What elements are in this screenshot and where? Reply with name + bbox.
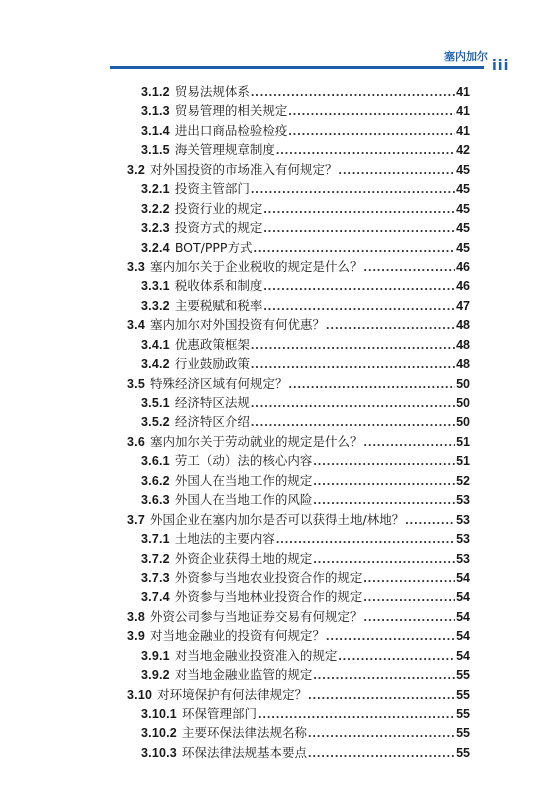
toc-section-title: 塞内加尔关于企业税收的规定是什么？: [149, 258, 363, 274]
toc-page-number: 54: [456, 629, 470, 644]
toc-page-number: 55: [456, 726, 470, 741]
toc-entry[interactable]: [0, 296, 559, 315]
toc-entry[interactable]: [0, 82, 559, 101]
toc-page-number: 41: [456, 123, 470, 138]
toc-entry[interactable]: [0, 354, 559, 373]
toc-dot-leader: [313, 491, 455, 510]
toc-entry[interactable]: [0, 238, 559, 257]
toc-section-number: 3.9.1: [141, 648, 170, 663]
toc-entry[interactable]: [0, 510, 559, 529]
toc-dot-leader: [251, 336, 455, 355]
toc-entry-line: [141, 412, 470, 432]
toc-dot-leader: [251, 180, 455, 199]
toc-entry[interactable]: [0, 257, 559, 276]
toc-section-number: 3.7.3: [141, 570, 170, 585]
toc-entry-line: [141, 451, 470, 471]
toc-section-number: 3.5.2: [141, 415, 170, 430]
toc-entry-line: [141, 568, 470, 588]
toc-page-number: 48: [456, 357, 470, 372]
table-of-contents: [0, 82, 559, 762]
toc-page-number: 54: [456, 590, 470, 605]
toc-entry[interactable]: [0, 179, 559, 198]
toc-entry-line: [141, 121, 470, 141]
toc-dot-leader: [364, 608, 456, 627]
toc-entry[interactable]: [0, 685, 559, 704]
toc-page-number: 48: [456, 318, 470, 333]
page-number: iii: [492, 58, 510, 74]
toc-section-title: 主要环保法律法规名称: [181, 725, 307, 741]
toc-dot-leader: [308, 686, 455, 705]
toc-dot-leader: [405, 511, 455, 530]
toc-section-title: 环保法律法规基本要点: [181, 744, 307, 760]
toc-section-title: 贸易法规体系: [174, 84, 250, 99]
toc-dot-leader: [251, 413, 455, 432]
toc-section-number: 3.6.2: [141, 473, 170, 488]
toc-section-number: 3.9.2: [141, 668, 170, 683]
toc-dot-leader: [263, 219, 455, 238]
toc-dot-leader: [364, 258, 456, 277]
toc-dot-leader: [251, 355, 455, 374]
toc-section-number: 3.1.4: [141, 123, 170, 138]
toc-section-number: 3.8: [127, 609, 145, 624]
toc-entry[interactable]: [0, 335, 559, 354]
toc-entry[interactable]: [0, 432, 559, 451]
toc-entry[interactable]: [0, 160, 559, 179]
toc-section-number: 3.6: [127, 434, 145, 449]
toc-entry-line: [127, 257, 470, 277]
toc-section-number: 3.4.2: [141, 357, 170, 372]
toc-entry[interactable]: [0, 529, 559, 548]
toc-entry[interactable]: [0, 646, 559, 665]
toc-page-number: 46: [456, 279, 470, 294]
toc-entry-line: [141, 549, 470, 569]
toc-entry-line: [141, 393, 470, 413]
toc-page-number: 51: [456, 454, 470, 469]
toc-page-number: 55: [456, 687, 470, 702]
toc-entry-line: [141, 296, 470, 316]
toc-entry-line: [141, 354, 470, 374]
toc-section-title: 投资方式的规定: [174, 220, 263, 236]
header-rule: [110, 66, 484, 69]
toc-entry-line: [141, 490, 470, 510]
toc-entry-line: [141, 82, 470, 102]
toc-section-title: 对环境保护有何法律规定？: [157, 686, 308, 702]
toc-section-title: 外资参与当地林业投资合作的规定: [174, 589, 363, 605]
toc-entry-line: [127, 685, 470, 705]
toc-dot-leader: [313, 666, 455, 685]
toc-entry-line: [141, 218, 470, 238]
toc-section-title: 外国企业在塞内加尔是否可以获得土地/林地？: [149, 511, 405, 527]
toc-page-number: 52: [456, 473, 470, 488]
toc-dot-leader: [258, 705, 455, 724]
toc-entry[interactable]: [0, 471, 559, 490]
toc-section-number: 3.5: [127, 376, 145, 391]
toc-dot-leader: [363, 569, 455, 588]
toc-page-number: 53: [456, 512, 470, 527]
toc-section-title: 经济特区法规: [174, 395, 250, 410]
toc-entry-line: [141, 276, 470, 296]
toc-entry-line: [141, 471, 470, 491]
toc-entry[interactable]: [0, 490, 559, 509]
toc-section-title: 投资主管部门: [174, 181, 250, 197]
toc-entry-line: [127, 510, 470, 530]
toc-section-title: 外资企业获得土地的规定: [174, 550, 313, 566]
toc-section-number: 3.6.3: [141, 493, 170, 508]
toc-entry[interactable]: [0, 412, 559, 431]
toc-entry-line: [141, 529, 470, 549]
toc-entry[interactable]: [0, 549, 559, 568]
toc-entry-line: [127, 160, 470, 180]
toc-dot-leader: [313, 472, 455, 491]
toc-page-number: 55: [456, 745, 470, 760]
toc-section-number: 3.3.2: [141, 298, 170, 313]
toc-section-number: 3.9: [127, 629, 145, 644]
toc-section-title: 对当地金融业投资准入的规定: [174, 647, 338, 663]
toc-dot-leader: [263, 200, 455, 219]
toc-entry-line: [141, 704, 470, 724]
toc-section-number: 3.5.1: [141, 396, 170, 410]
toc-entry-line: [141, 743, 470, 763]
toc-section-title: 行业鼓励政策: [174, 356, 250, 372]
toc-dot-leader: [364, 433, 456, 452]
toc-section-number: 3.7.1: [141, 532, 170, 547]
toc-section-title: 塞内加尔对外国投资有何优惠？: [149, 317, 325, 333]
toc-section-number: 3.2: [127, 162, 145, 177]
toc-entry-line: [141, 179, 470, 199]
toc-entry[interactable]: [0, 607, 559, 626]
toc-section-title: 贸易管理的相关规定: [174, 103, 288, 119]
toc-dot-leader: [288, 102, 455, 121]
toc-dot-leader: [276, 141, 455, 160]
toc-section-number: 3.3: [127, 259, 145, 274]
toc-entry[interactable]: [0, 587, 559, 606]
toc-page-number: 46: [456, 259, 470, 274]
toc-section-number: 3.2.1: [141, 182, 170, 197]
toc-entry[interactable]: [0, 626, 559, 645]
toc-dot-leader: [263, 297, 455, 316]
toc-entry-line: [127, 374, 470, 394]
toc-entry[interactable]: [0, 704, 559, 723]
toc-section-title: 税收体系和制度: [174, 278, 263, 294]
toc-entry-line: [141, 587, 470, 607]
toc-dot-leader: [308, 744, 455, 763]
toc-dot-leader: [313, 550, 455, 569]
toc-dot-leader: [338, 647, 455, 666]
toc-page-number: 45: [456, 162, 470, 177]
toc-entry[interactable]: [0, 121, 559, 140]
toc-entry[interactable]: [0, 665, 559, 684]
toc-dot-leader: [288, 122, 455, 141]
toc-section-title: 优惠政策框架: [174, 336, 250, 352]
toc-entry-line: [127, 607, 470, 627]
toc-dot-leader: [253, 239, 455, 258]
toc-section-title: 主要税赋和税率: [174, 297, 263, 313]
toc-section-number: 3.1.5: [141, 143, 170, 158]
toc-entry[interactable]: [0, 374, 559, 393]
toc-section-number: 3.3.1: [141, 279, 170, 294]
toc-section-number: 3.7.4: [141, 590, 170, 605]
toc-section-title: 对外国投资的市场准入有何规定？: [149, 161, 338, 177]
toc-section-title: 进出口商品检验检疫: [174, 122, 288, 138]
toc-page-number: 45: [456, 201, 470, 216]
toc-page-number: 45: [456, 240, 470, 255]
toc-section-title: 外国人在当地工作的规定: [174, 472, 313, 488]
toc-page-number: 55: [456, 668, 470, 683]
toc-section-number: 3.4.1: [141, 337, 170, 352]
toc-page-number: 48: [456, 337, 470, 352]
toc-section-number: 3.10.1: [141, 707, 177, 721]
toc-section-title: 土地法的主要内容: [174, 531, 275, 547]
toc-entry-line: [141, 665, 470, 685]
toc-section-title: 外资参与当地农业投资合作的规定: [174, 569, 363, 585]
toc-dot-leader: [251, 394, 455, 413]
toc-section-number: 3.10.2: [141, 726, 177, 741]
toc-dot-leader: [313, 452, 455, 471]
toc-section-title: 外国人在当地工作的风险: [174, 492, 313, 508]
toc-page-number: 45: [456, 221, 470, 236]
toc-entry-line: [141, 101, 470, 121]
toc-section-title: 对当地金融业的投资有何规定？: [149, 628, 325, 644]
toc-page-number: 50: [456, 376, 470, 391]
toc-section-title: BOT/PPP方式: [174, 239, 253, 255]
toc-dot-leader: [276, 530, 455, 549]
toc-section-title: 环保管理部门: [181, 706, 257, 721]
toc-dot-leader: [326, 627, 455, 646]
toc-dot-leader: [251, 83, 455, 102]
toc-entry-line: [141, 646, 470, 666]
toc-page-number: 41: [456, 104, 470, 119]
toc-entry[interactable]: [0, 199, 559, 218]
toc-entry[interactable]: [0, 568, 559, 587]
toc-section-number: 3.7.2: [141, 551, 170, 566]
toc-section-title: 经济特区介绍: [174, 414, 250, 430]
toc-section-number: 3.4: [127, 318, 145, 333]
toc-section-number: 3.7: [127, 512, 145, 527]
toc-dot-leader: [363, 588, 455, 607]
toc-section-title: 塞内加尔关于劳动就业的规定是什么？: [149, 433, 363, 449]
toc-entry-line: [141, 140, 470, 160]
toc-page-number: 53: [456, 532, 470, 547]
toc-section-number: 3.10.3: [141, 745, 177, 760]
toc-page-number: 54: [456, 570, 470, 585]
toc-section-number: 3.2.4: [141, 240, 170, 255]
toc-entry[interactable]: [0, 218, 559, 237]
toc-page-number: 45: [456, 182, 470, 197]
toc-dot-leader: [339, 161, 456, 180]
toc-section-number: 3.2.3: [141, 221, 170, 236]
toc-page-number: 53: [456, 493, 470, 508]
toc-entry-line: [141, 723, 470, 743]
toc-dot-leader: [263, 277, 455, 296]
toc-section-number: 3.1.2: [141, 85, 170, 99]
toc-entry[interactable]: [0, 743, 559, 762]
running-header-title: 塞内加尔: [444, 50, 488, 63]
toc-section-title: 对当地金融业监管的规定: [174, 667, 313, 683]
toc-section-number: 3.10: [127, 687, 153, 702]
toc-page-number: 50: [456, 396, 470, 410]
toc-page-number: 42: [456, 143, 470, 158]
toc-page-number: 51: [456, 434, 470, 449]
toc-section-title: 投资行业的规定: [174, 200, 263, 216]
toc-section-number: 3.2.2: [141, 201, 170, 216]
toc-dot-leader: [308, 724, 455, 743]
toc-section-title: 外资公司参与当地证券交易有何规定？: [149, 608, 363, 624]
toc-entry-line: [141, 238, 470, 258]
toc-entry-line: [127, 432, 470, 452]
toc-entry-line: [141, 199, 470, 219]
toc-page-number: 47: [456, 298, 470, 313]
toc-entry[interactable]: [0, 451, 559, 470]
toc-page-number: 54: [456, 609, 470, 624]
toc-section-number: 3.6.1: [141, 454, 170, 469]
toc-entry[interactable]: [0, 393, 559, 412]
toc-entry[interactable]: [0, 101, 559, 120]
toc-entry[interactable]: [0, 140, 559, 159]
toc-page-number: 54: [456, 648, 470, 663]
toc-entry[interactable]: [0, 315, 559, 334]
toc-entry-line: [141, 335, 470, 355]
toc-section-title: 劳工（动）法的核心内容: [174, 453, 313, 469]
toc-entry[interactable]: [0, 723, 559, 742]
toc-page-number: 50: [456, 415, 470, 430]
toc-dot-leader: [289, 375, 456, 394]
toc-section-title: 特殊经济区域有何规定？: [149, 375, 288, 391]
toc-section-title: 海关管理规章制度: [174, 142, 275, 158]
toc-section-number: 3.1.3: [141, 104, 170, 119]
toc-page-number: 55: [456, 707, 470, 721]
toc-page-number: 41: [456, 85, 470, 99]
toc-dot-leader: [326, 316, 455, 335]
toc-page-number: 53: [456, 551, 470, 566]
toc-entry[interactable]: [0, 276, 559, 295]
toc-entry-line: [127, 626, 470, 646]
toc-entry-line: [127, 315, 470, 335]
